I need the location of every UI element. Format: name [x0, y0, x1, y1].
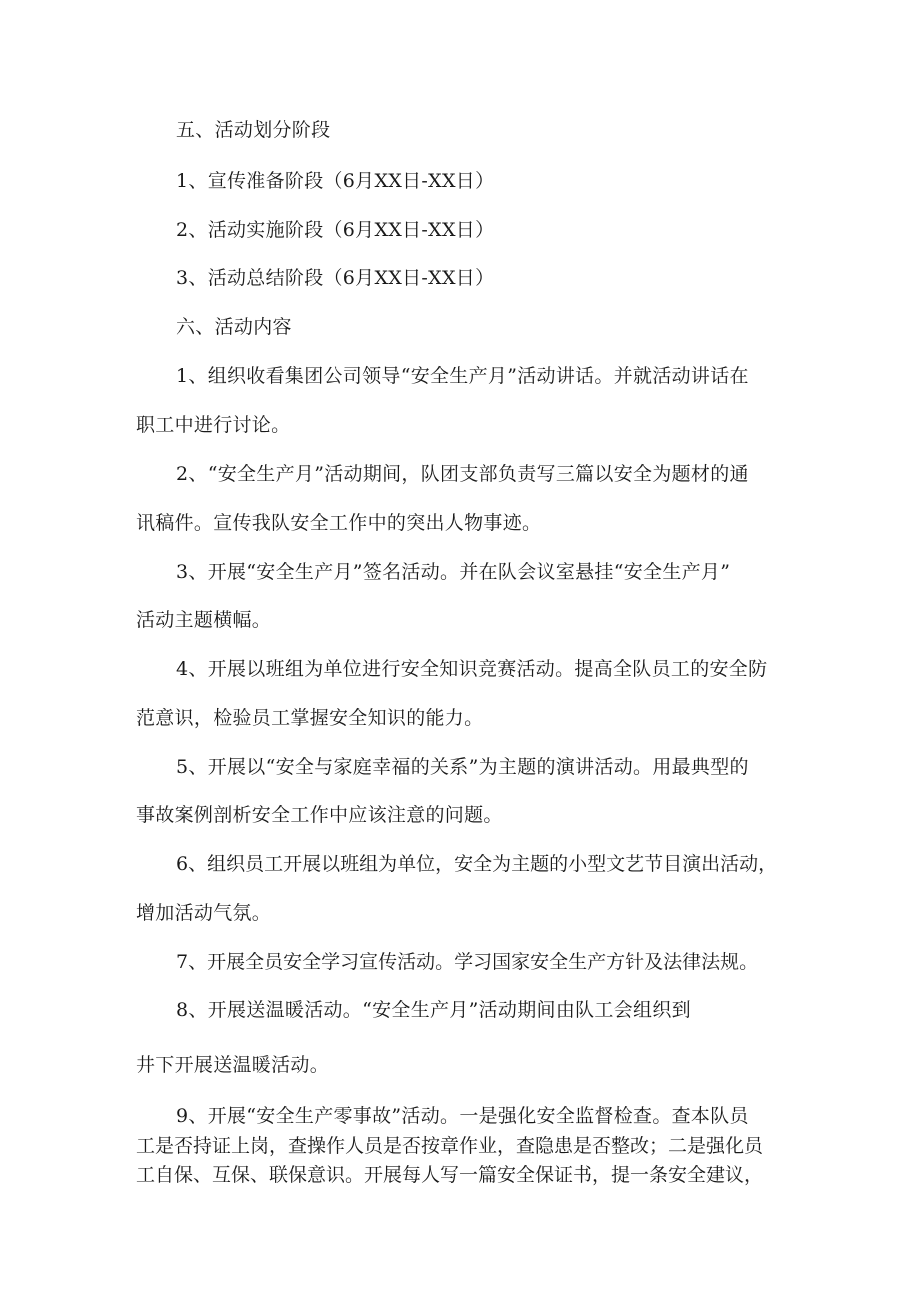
paragraph-1-line-1: 1、组织收看集团公司领导“安全生产月”活动讲话。并就活动讲话在: [176, 365, 749, 387]
paragraph-7-line-1: 7、开展全员安全学习宣传活动。学习国家安全生产方针及法律法规。: [176, 951, 759, 973]
stage-item-3: 3、活动总结阶段（6月XX日-XX日）: [176, 267, 495, 289]
section-heading-5: 五、活动划分阶段: [176, 119, 331, 141]
paragraph-3-line-1: 3、开展“安全生产月”签名活动。并在队会议室悬挂“安全生产月”: [176, 561, 731, 583]
paragraph-8-line-1: 8、开展送温暖活动。“安全生产月”活动期间由队工会组织到: [176, 999, 691, 1021]
paragraph-9-line-1: 9、开展“安全生产零事故”活动。一是强化安全监督检查。查本队员: [176, 1105, 749, 1127]
paragraph-5-line-1: 5、开展以“安全与家庭幸福的关系”为主题的演讲活动。用最典型的: [176, 756, 749, 778]
paragraph-5-line-2: 事故案例剖析安全工作中应该注意的问题。: [136, 804, 503, 826]
section-heading-6: 六、活动内容: [176, 316, 292, 338]
paragraph-1-line-2: 职工中进行讨论。: [136, 414, 291, 436]
paragraph-9-line-3: 工自保、互保、联保意识。开展每人写一篇安全保证书，提一条安全建议，: [136, 1164, 764, 1186]
stage-item-1: 1、宣传准备阶段（6月XX日-XX日）: [176, 170, 495, 192]
paragraph-8-line-2: 井下开展送温暖活动。: [136, 1054, 330, 1076]
paragraph-2-line-2: 讯稿件。宣传我队安全工作中的突出人物事迹。: [136, 512, 542, 534]
paragraph-9-line-2: 工是否持证上岗，查操作人员是否按章作业，查隐患是否整改；二是强化员: [136, 1135, 764, 1157]
paragraph-4-line-1: 4、开展以班组为单位进行安全知识竞赛活动。提高全队员工的安全防: [176, 658, 768, 680]
paragraph-2-line-1: 2、“安全生产月”活动期间，队团支部负责写三篇以安全为题材的通: [176, 463, 749, 485]
paragraph-6-line-2: 增加活动气氛。: [136, 902, 272, 924]
paragraph-4-line-2: 范意识，检验员工掌握安全知识的能力。: [136, 707, 484, 729]
stage-item-2: 2、活动实施阶段（6月XX日-XX日）: [176, 219, 495, 241]
paragraph-3-line-2: 活动主题横幅。: [136, 609, 272, 631]
paragraph-6-line-1: 6、组织员工开展以班组为单位，安全为主题的小型文艺节目演出活动，: [176, 853, 778, 875]
